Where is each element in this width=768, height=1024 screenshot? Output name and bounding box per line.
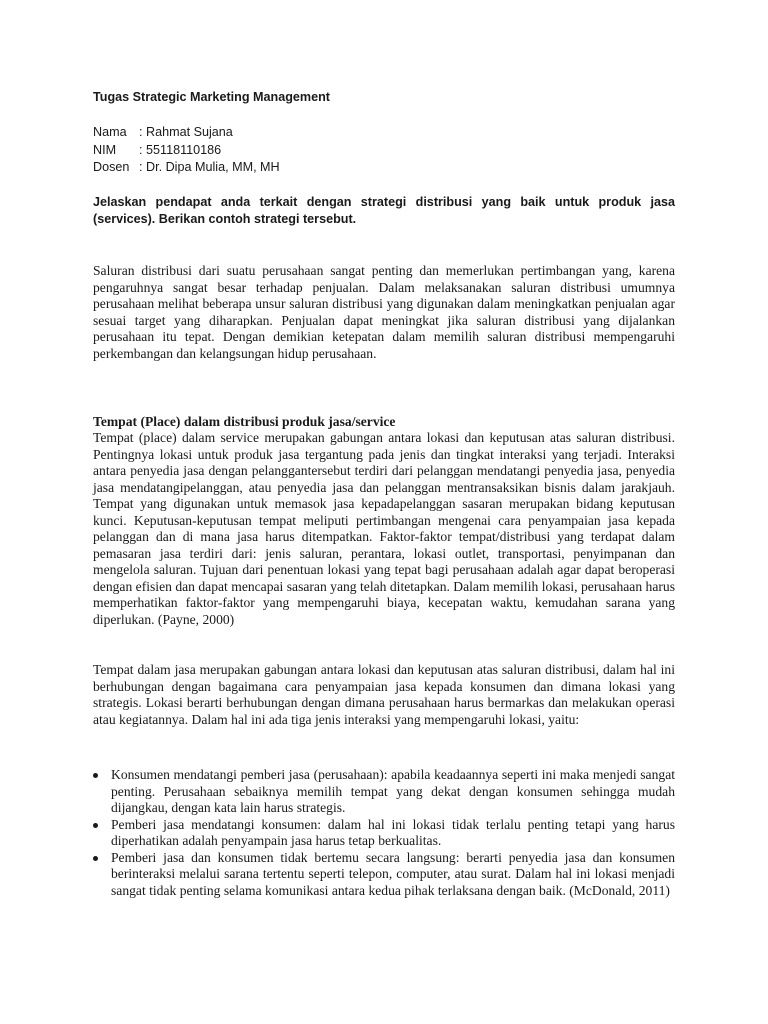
list-item — [93, 850, 675, 900]
bullet-icon — [93, 823, 98, 828]
info-value: : Rahmat Sujana — [139, 125, 233, 139]
paragraph-place: Tempat (place) dalam service merupakan gabungan antara lokasi dan keputusan atas saluran distribusi. Pentingnya lokasi untuk produk jasa tergantung pada jenis dan tingkat interaksi yang terjadi. Interaksi antara penyedia jasa dengan pelanggantersebut terdiri dari pelanggan mendatangi penyedia jasa, penyedia jasa mendatangipelanggan, atau penyedia jasa dan pelanggan mentransaksikan bisnis dalam jarakjauh. Tempat yang digunakan untuk memasok jasa kepadapelanggan sasaran merupakan bidang keputusan kunci. Keputusan-keputusan tempat meliputi pertimbangan mengenai cara penyampaian jasa kepada pelanggan dan di mana jasa harus ditempatkan. Faktor-faktor tempat/distribusi yang terdapat dalam pemasaran jasa terdiri dari: jenis saluran, perantara, lokasi outlet, transportasi, penyimpanan dan mengelola saluran. Tujuan dari penentuan lokasi yang tepat bagi perusahaan adalah agar dapat beroperasi dengan efisien dan dapat mencapai sasaran yang telah ditetapkan. Dalam memilih lokasi, perusahaan harus memperhatikan faktor-faktor yang mempengaruhi biaya, kecepatan waktu, kemudahan sarana yang diperlukan. (Payne, 2000) — [93, 430, 675, 627]
info-value: : 55118110186 — [139, 142, 222, 157]
bullet-icon — [93, 856, 98, 861]
paragraph-intro: Saluran distribusi dari suatu perusahaan sangat penting dan memerlukan pertimbangan yang, karena pengaruhnya sangat besar terhadap penjualan. Dalam melaksanakan saluran distribusi umumnya perusahaan melihat beberapa unsur saluran distribusi yang digunakan dalam meningkatkan penjualan agar sesuai target yang diharapkan. Penjualan dapat meningkat jika saluran distribusi yang dijalankan perusahaan itu tepat. Dengan demikian ketepatan dalam memilih saluran distribusi mempengaruhi perkembangan dan kelangsungan hidup perusahaan. — [93, 263, 675, 361]
info-label: Dosen — [93, 160, 130, 174]
info-row-dosen — [93, 159, 280, 177]
list-item-text: Pemberi jasa mendatangi konsumen: dalam hal ini lokasi tidak terlalu penting tetapi yang harus diperhatikan adalah penyampain jasa harus tetap berkualitas. — [111, 816, 675, 848]
list-item-text: Konsumen mendatangi pemberi jasa (perusahaan): apabila keadaannya seperti ini maka menjedi sangat penting. Perusahaan sebaiknya memilih tempat yang dekat dengan konsumen sehingga mudah dijangkau, dengan kata lain harus strategis. — [111, 767, 675, 815]
student-info — [93, 124, 280, 177]
interaction-list — [93, 767, 675, 899]
list-item — [93, 767, 675, 817]
document-title: Tugas Strategic Marketing Management — [93, 90, 330, 104]
info-label: Nama — [93, 125, 127, 139]
info-value: : Dr. Dipa Mulia, MM, MH — [139, 160, 280, 174]
info-label: NIM — [93, 142, 117, 157]
info-row-nama — [93, 124, 280, 142]
list-item — [93, 817, 675, 850]
paragraph-location: Tempat dalam jasa merupakan gabungan antara lokasi dan keputusan atas saluran distribusi, dalam hal ini berhubungan dengan bagaimana cara penyampaian jasa kepada konsumen dan dimana lokasi yang strategis. Lokasi berarti berhubungan dengan dimana perusahaan harus bermarkas dan melakukan operasi atau kegiatannya. Dalam hal ini ada tiga jenis interaksi yang mempengaruhi lokasi, yaitu: — [93, 662, 675, 727]
section-heading: Tempat (Place) dalam distribusi produk jasa/service — [93, 414, 396, 429]
assignment-question: Jelaskan pendapat anda terkait dengan strategi distribusi yang baik untuk produk jasa (services). Berikan contoh strategi tersebut. — [93, 195, 675, 226]
bullet-icon — [93, 773, 98, 778]
info-row-nim — [93, 142, 280, 160]
list-item-text: Pemberi jasa dan konsumen tidak bertemu secara langsung: berarti penyedia jasa dan konsumen berinteraksi melalui sarana tertentu seperti telepon, computer, atau surat. Dalam hal ini lokasi menjadi sangat tidak penting selama komunikasi antara kedua pihak terlaksana dengan baik. (McDonald, 2011) — [111, 849, 675, 898]
